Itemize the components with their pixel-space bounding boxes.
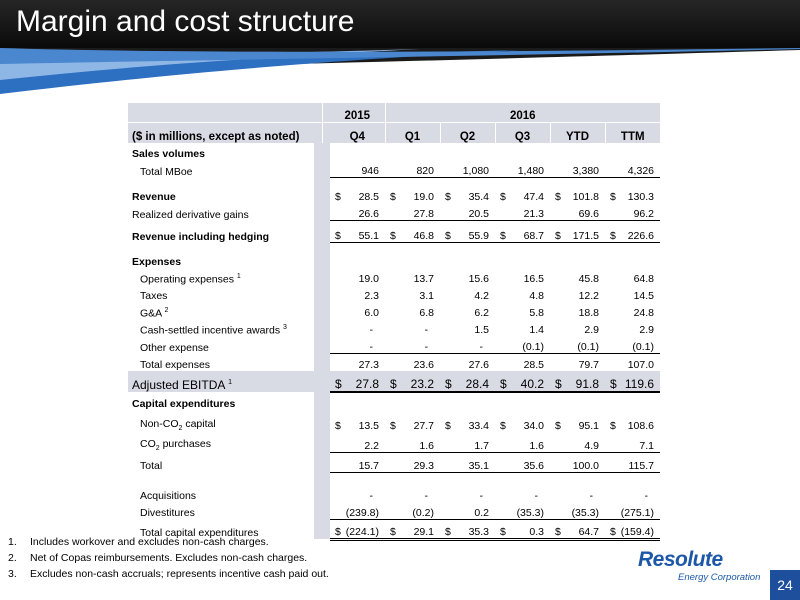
header-columns-row xyxy=(128,123,660,144)
table-row-total xyxy=(128,452,660,472)
cell: 19.0 xyxy=(358,273,379,285)
table-row-ebitda xyxy=(128,371,660,392)
cell: - xyxy=(479,489,483,502)
cell: $ 55.9 xyxy=(440,221,495,243)
cell: 27.8 xyxy=(385,203,440,221)
cell: $ 29.1 xyxy=(385,519,440,539)
table-row-taxes xyxy=(128,285,660,302)
row-label: Cash-settled incentive awards $^3$ xyxy=(140,323,287,336)
cell: 12.2 xyxy=(578,290,599,302)
company-logo xyxy=(638,548,764,588)
logo-subtitle: Energy Corporation xyxy=(678,572,761,583)
cell: $ 27.8 xyxy=(330,371,385,392)
cell: 2.9 xyxy=(584,324,599,336)
cell: (0.1) xyxy=(550,336,605,354)
cell: 45.8 xyxy=(578,273,599,285)
cell: 1.4 xyxy=(529,324,544,336)
cell: 115.7 xyxy=(605,452,660,472)
cell: 18.8 xyxy=(578,307,599,319)
col-header-q2: Q2 xyxy=(440,123,495,144)
cell: 4.8 xyxy=(529,290,544,302)
cell: 16.5 xyxy=(523,273,544,285)
cell: 27.6 xyxy=(468,359,489,371)
cell: 2.3 xyxy=(364,290,379,302)
cell: 24.8 xyxy=(633,307,654,319)
cell: - xyxy=(369,489,373,502)
cell: $ 95.1 xyxy=(555,420,599,432)
cell: 4.2 xyxy=(474,290,489,302)
cell: (35.3) xyxy=(495,502,550,520)
cell: 6.2 xyxy=(474,307,489,319)
cell: 2.9 xyxy=(639,324,654,336)
cell: (35.3) xyxy=(550,502,605,520)
cell: 69.6 xyxy=(550,203,605,221)
financial-table xyxy=(128,103,660,541)
cell: 1.6 xyxy=(495,432,550,452)
cell: 946 xyxy=(330,160,385,178)
section-expenses xyxy=(128,251,660,268)
cell: - xyxy=(644,489,648,502)
cell: $ 28.4 xyxy=(440,371,495,392)
cell: $ 55.1 xyxy=(330,221,385,243)
cell: - xyxy=(424,324,428,336)
cell: $ 28.5 xyxy=(335,191,379,203)
cell: (239.8) xyxy=(330,502,385,520)
footnote: 3. Excludes non-cash accruals; represents incentive cash paid out. xyxy=(8,568,329,580)
cell: (0.1) xyxy=(605,336,660,354)
cell: - xyxy=(424,489,428,502)
cell: $ 23.2 xyxy=(385,371,440,392)
footnote: 1. Includes workover and excludes non-cash charges. xyxy=(8,536,269,548)
cell: 1,080 xyxy=(440,160,495,178)
cell: $ 0.3 xyxy=(495,519,550,539)
row-label: Non-$CO_2$ capital xyxy=(140,417,216,432)
cell: $ 35.4 xyxy=(445,191,489,203)
section-label: Sales volumes xyxy=(132,148,205,160)
cell: $ 40.2 xyxy=(495,371,550,392)
cell: - xyxy=(534,489,538,502)
row-label: $CO_2$ purchases xyxy=(140,437,212,452)
row-label: Revenue including hedging xyxy=(132,230,270,243)
table-row-cash-settled xyxy=(128,319,660,336)
row-label: Operating expenses $^1$ xyxy=(140,272,241,285)
row-label: Acquisitions xyxy=(140,489,197,502)
cell: $ (224.1) xyxy=(330,519,385,539)
cell: 28.5 xyxy=(523,359,544,371)
cell: 6.0 xyxy=(364,307,379,319)
header-years-row xyxy=(128,103,660,123)
cell: $ 130.3 xyxy=(610,191,654,203)
footnote: 2. Net of Copas reimbursements. Excludes non-cash charges. xyxy=(8,552,308,564)
cell: 79.7 xyxy=(578,359,599,371)
cell: $ 47.4 xyxy=(500,191,544,203)
col-header-ytd: YTD xyxy=(550,123,605,144)
cell: $ 19.0 xyxy=(390,191,434,203)
cell: 6.8 xyxy=(419,307,434,319)
cell: $ (159.4) xyxy=(605,519,660,539)
cell: 4,326 xyxy=(605,160,660,178)
table-row-total-expenses xyxy=(128,354,660,372)
cell: $ 119.6 xyxy=(605,371,660,392)
row-label: Total capital expenditures xyxy=(140,527,259,539)
table-row-total-mboe xyxy=(128,160,660,178)
cell: - xyxy=(385,336,440,354)
page-number: 24 xyxy=(770,570,800,600)
row-label: Total MBoe xyxy=(140,165,193,178)
cell: 64.8 xyxy=(633,273,654,285)
col-header-ttm: TTM xyxy=(605,123,660,144)
col-header-q3: Q3 xyxy=(495,123,550,144)
cell: - xyxy=(330,336,385,354)
cell: 3,380 xyxy=(550,160,605,178)
year-2016: 2016 xyxy=(385,103,660,123)
cell: $ 13.5 xyxy=(335,420,379,432)
table-row-ga xyxy=(128,302,660,319)
cell: 0.2 xyxy=(440,502,495,520)
cell: 1.6 xyxy=(385,432,440,452)
cell: 96.2 xyxy=(605,203,660,221)
cell: 23.6 xyxy=(413,359,434,371)
units-label: ($ in millions, except as noted) xyxy=(128,123,314,144)
cell: 35.1 xyxy=(440,452,495,472)
table-row-other xyxy=(128,336,660,354)
cell: 820 xyxy=(385,160,440,178)
row-label: Other expense xyxy=(140,341,209,354)
cell: $ 108.6 xyxy=(610,420,654,432)
table-row-realized-gains xyxy=(128,203,660,221)
section-sales-volumes xyxy=(128,143,660,160)
cell: $ 171.5 xyxy=(550,221,605,243)
cell: - xyxy=(589,489,593,502)
cell: 107.0 xyxy=(627,359,654,371)
table-row-divestitures xyxy=(128,502,660,520)
section-capex xyxy=(128,392,660,410)
cell: 15.6 xyxy=(468,273,489,285)
cell: 7.1 xyxy=(605,432,660,452)
table-row-acquisitions xyxy=(128,485,660,502)
col-header-q4: Q4 xyxy=(330,123,385,144)
cell: - xyxy=(369,324,373,336)
row-label: G&A $^2$ xyxy=(140,306,169,319)
cell: $ 46.8 xyxy=(385,221,440,243)
table-row-non-co2 xyxy=(128,410,660,432)
cell: (275.1) xyxy=(605,502,660,520)
row-label: Total xyxy=(140,460,163,472)
cell: 20.5 xyxy=(440,203,495,221)
cell: 4.9 xyxy=(550,432,605,452)
cell: $ 64.7 xyxy=(550,519,605,539)
cell: 2.2 xyxy=(330,432,385,452)
year-2015: 2015 xyxy=(330,103,385,123)
cell: 15.7 xyxy=(330,452,385,472)
cell: 35.6 xyxy=(495,452,550,472)
col-header-q1: Q1 xyxy=(385,123,440,144)
cell: 1.7 xyxy=(440,432,495,452)
table-row-revenue xyxy=(128,186,660,203)
cell: - xyxy=(440,336,495,354)
row-label: Adjusted EBITDA $^1$ xyxy=(128,371,314,392)
table-row-co2 xyxy=(128,432,660,452)
section-label: Expenses xyxy=(132,256,182,268)
header-swoosh xyxy=(0,36,800,96)
row-label: Divestitures xyxy=(140,507,195,519)
cell: 3.1 xyxy=(419,290,434,302)
cell: $ 35.3 xyxy=(440,519,495,539)
page-title: Margin and cost structure xyxy=(16,5,355,38)
cell: $ 33.4 xyxy=(445,420,489,432)
row-label: Taxes xyxy=(140,290,168,302)
cell: $ 101.8 xyxy=(555,191,599,203)
cell: $ 34.0 xyxy=(500,420,544,432)
cell: $ 91.8 xyxy=(550,371,605,392)
header-blank xyxy=(128,103,314,123)
cell: 29.3 xyxy=(385,452,440,472)
cell: (0.1) xyxy=(495,336,550,354)
table-row-operating xyxy=(128,268,660,285)
cell: 27.3 xyxy=(358,359,379,371)
cell: $ 226.6 xyxy=(605,221,660,243)
cell: 21.3 xyxy=(495,203,550,221)
cell: 1,480 xyxy=(495,160,550,178)
cell: (0.2) xyxy=(385,502,440,520)
cell: 1.5 xyxy=(474,324,489,336)
footnotes xyxy=(8,534,329,582)
cell: 100.0 xyxy=(550,452,605,472)
cell: $ 68.7 xyxy=(495,221,550,243)
row-label: Realized derivative gains xyxy=(132,208,249,221)
cell: 5.8 xyxy=(529,307,544,319)
cell: 13.7 xyxy=(413,273,434,285)
cell: 14.5 xyxy=(633,290,654,302)
row-label: Total expenses xyxy=(140,359,211,371)
logo-name: Resolute xyxy=(638,548,723,571)
cell: 26.6 xyxy=(330,203,385,221)
section-label: Capital expenditures xyxy=(132,398,236,410)
cell: $ 27.7 xyxy=(390,420,434,432)
table-row-revenue-hedging xyxy=(128,221,660,243)
row-label: Revenue xyxy=(132,191,176,203)
